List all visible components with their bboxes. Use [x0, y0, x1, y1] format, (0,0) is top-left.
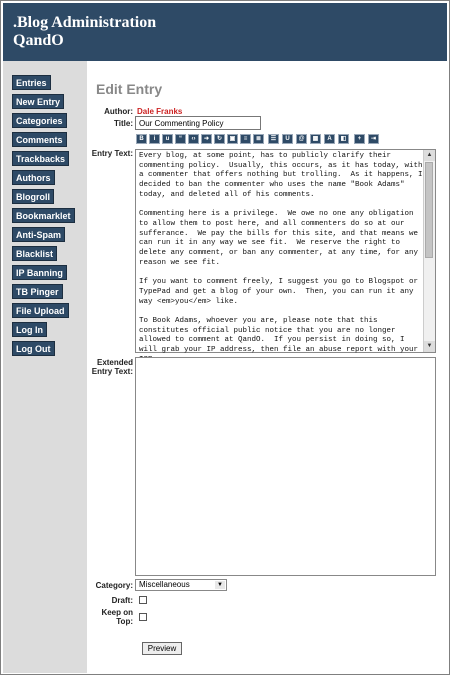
keep-on-top-label: Keep on Top: — [101, 608, 133, 626]
sidebar-item-blogroll[interactable]: Blogroll — [12, 189, 54, 204]
bullet-list-icon[interactable]: ≡ — [240, 134, 251, 144]
header-blog-name: QandO — [13, 32, 64, 49]
title-label: Title: — [114, 119, 133, 128]
underline-button[interactable]: u — [162, 134, 173, 144]
numbered-list-icon[interactable]: ≣ — [253, 134, 264, 144]
insert-more-icon[interactable]: + — [354, 134, 365, 144]
table-icon[interactable]: ▦ — [310, 134, 321, 144]
sidebar-item-anti-spam[interactable]: Anti-Spam — [12, 227, 65, 242]
extended-textarea[interactable] — [135, 357, 436, 576]
scroll-thumb[interactable] — [425, 162, 433, 258]
scroll-down-icon[interactable]: ▼ — [424, 341, 435, 352]
sidebar-item-log-in[interactable]: Log In — [12, 322, 47, 337]
sidebar-item-categories[interactable]: Categories — [12, 113, 67, 128]
bold-button[interactable]: B — [136, 134, 147, 144]
code-button[interactable]: ‹› — [188, 134, 199, 144]
draft-label: Draft: — [111, 596, 133, 605]
sidebar-item-comments[interactable]: Comments — [12, 132, 67, 147]
chevron-down-icon: ▼ — [215, 581, 225, 589]
italic-button[interactable]: i — [149, 134, 160, 144]
redo-icon[interactable]: ↻ — [214, 134, 225, 144]
insert-break-icon[interactable]: ⇥ — [368, 134, 379, 144]
author-label: Author: — [104, 107, 133, 116]
draft-checkbox[interactable] — [139, 596, 147, 604]
link-arrow-icon[interactable]: ➜ — [201, 134, 212, 144]
main-content — [87, 61, 447, 673]
sidebar-item-tb-pinger[interactable]: TB Pinger — [12, 284, 63, 299]
url-icon[interactable]: U — [282, 134, 293, 144]
sidebar-item-ip-banning[interactable]: IP Banning — [12, 265, 67, 280]
sidebar-item-blacklist[interactable]: Blacklist — [12, 246, 57, 261]
keep-on-top-checkbox[interactable] — [139, 613, 147, 621]
color-icon[interactable]: ◧ — [338, 134, 349, 144]
entry-text-content: Every blog, at some point, has to publicly clarify their commenting policy. Usually, this occurs, as it has today, with a commenter that offers nothing but trolling. As it happens, I decided to ban the commenter who uses the name "Book Adams" today, and deleted all of his comments. Commenting here is a privilege. We owe no one any obligation to allow them to post here, and all commenters do so at our sufferance. We pay the bills for this site, and that means we can run it in any way we see fit. We reserve the right to delete any comment, or ban any commenter, at any time, for any reason we see fit. If you want to comment freely, I suggest you go to Blogspot or TypePad and get a blog of your own. Then, you can run it any way <em>you</em> like. To Book Adams, whoever you are, please note that this constitutes official public notice that you are no longer allowed to comment at QandO. If you persist in doing so, I will grab your IP address, then file an abuse report with your — [139, 152, 423, 355]
preview-button[interactable]: Preview — [142, 642, 182, 655]
entry-textarea[interactable] — [135, 149, 436, 353]
quote-button[interactable]: “ — [175, 134, 186, 144]
email-icon[interactable]: @ — [296, 134, 307, 144]
sidebar-item-new-entry[interactable]: New Entry — [12, 94, 64, 109]
entry-text-label: Entry Text: — [91, 149, 133, 158]
sidebar-item-bookmarklet[interactable]: Bookmarklet — [12, 208, 75, 223]
image-icon[interactable]: ▣ — [227, 134, 238, 144]
font-icon[interactable]: A — [324, 134, 335, 144]
sidebar — [3, 61, 87, 673]
category-label: Category: — [95, 581, 133, 590]
sidebar-item-file-upload[interactable]: File Upload — [12, 303, 69, 318]
sidebar-item-authors[interactable]: Authors — [12, 170, 55, 185]
header — [3, 3, 447, 61]
category-value: Miscellaneous — [139, 580, 190, 589]
sidebar-item-trackbacks[interactable]: Trackbacks — [12, 151, 69, 166]
sidebar-item-log-out[interactable]: Log Out — [12, 341, 55, 356]
entry-scrollbar[interactable] — [423, 150, 435, 352]
extended-text-label: Extended Entry Text: — [91, 358, 133, 376]
sidebar-item-entries[interactable]: Entries — [12, 75, 51, 90]
title-input[interactable] — [135, 116, 261, 130]
page-title: Edit Entry — [96, 81, 163, 97]
author-value: Dale Franks — [137, 107, 183, 116]
header-title: .Blog Administration — [13, 14, 157, 31]
category-select[interactable] — [135, 579, 227, 591]
align-left-icon[interactable]: ☰ — [268, 134, 279, 144]
scroll-up-icon[interactable]: ▲ — [424, 150, 435, 161]
